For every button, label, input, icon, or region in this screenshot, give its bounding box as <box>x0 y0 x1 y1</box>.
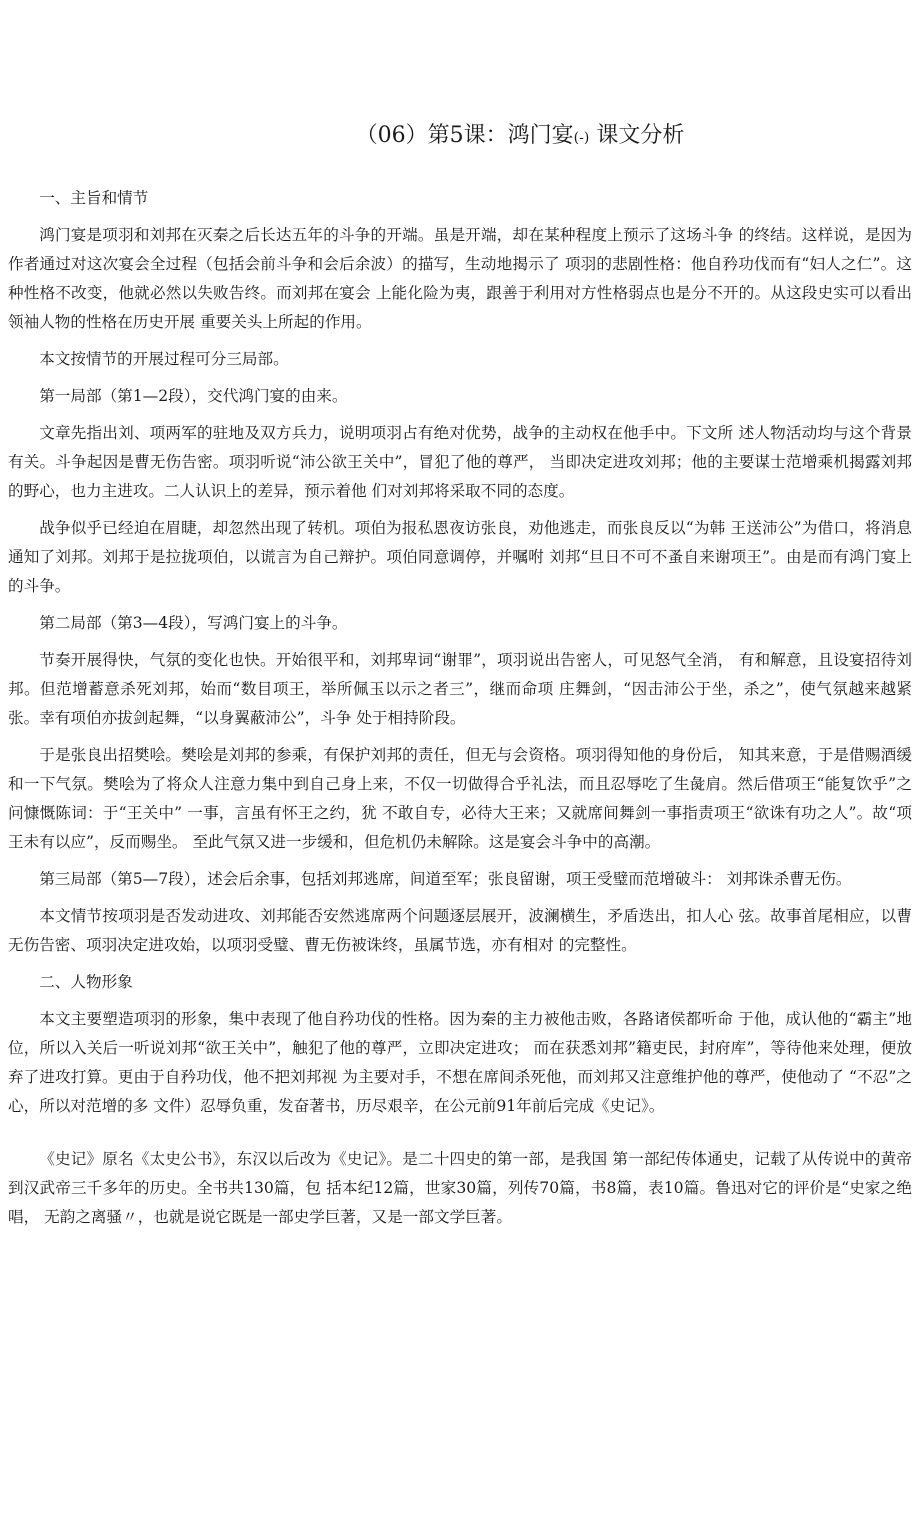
paragraph: 战争似乎已经迫在眉睫，却忽然出现了转机。项伯为报私恩夜访张良，劝他逃走，而张良反以“为韩 王送沛公”为借口，将消息通知了刘邦。刘邦于是拉拢项伯，以谎言为自己辩护。项伯同意调停，并嘱咐 刘邦“旦日不可不蚤自来谢项王”。由是而有鸿门宴上的斗争。 <box>8 519 912 595</box>
paragraph: 于是张良出招樊哙。樊哙是刘邦的参乘，有保护刘邦的责任，但无与会资格。项羽得知他的身份后， 知其来意，于是借赐酒缓和一下气氛。樊哙为了将众人注意力集中到自己身上来，不仅一切做得合乎礼法，而且忍辱吃了生彘肩。然后借项王“能复饮乎”之问慷慨陈词：于“王关中” 一事，言虽有怀王之约，犹 不敢自专，必待大王来；又就席间舞剑一事指责项王“欲诛有功之人”。故“项王未有以应”，反而赐坐。 至此气氛又进一步缓和，但危机仍未解除。这是宴会斗争中的高潮。 <box>8 746 912 851</box>
paragraph: 第二局部（第3—4段），写鸿门宴上的斗争。 <box>39 614 348 632</box>
paragraph: 本文主要塑造项羽的形象，集中表现了他自矜功伐的性格。因为秦的主力被他击败，各路诸侯都听命 于他，成认他的“霸主”地位，所以入关后一听说刘邦“欲王关中”，触犯了他的尊严，立即决定进攻； 而在获悉刘邦”籍吏民，封府库”，等待他来处理，便放弃了进攻打算。更由于自矜功伐，他不把刘邦视 为主要对手，不想在席间杀死他，而刘邦又注意维护他的尊严，使他动了 “不忍”之心，所以对范增的多 文件）忍辱负重，发奋著书，历尽艰辛，在公元前91年前后完成《史记》。 <box>8 1010 912 1115</box>
paragraph: 鸿门宴是项羽和刘邦在灭秦之后长达五年的斗争的开端。虽是开端，却在某种程度上预示了这场斗争 的终结。这样说，是因为作者通过对这次宴会全过程（包括会前斗争和会后余波）的描写，生动地揭示了 项羽的悲剧性格：他自矜功伐而有“妇人之仁”。这种性格不改变，他就必然以失败告终。而刘邦在宴会 上能化险为夷，跟善于利用对方性格弱点也是分不开的。从这段史实可以看出领袖人物的性格在历史开展 重要关头上所起的作用。 <box>8 226 912 331</box>
paragraph: 本文按情节的开展过程可分三局部。 <box>39 350 289 368</box>
document-title <box>0 120 920 154</box>
title-main: （06）第5课：鸿门宴 <box>355 123 574 148</box>
paragraph: 节奏开展得快，气氛的变化也快。开始很平和，刘邦卑词“谢罪”，项羽说出告密人，可见怒气全消， 有和解意，且设宴招待刘邦。但范增蓄意杀死刘邦，始而“数目项王，举所佩玉以示之者三”，继而命项 庄舞剑，“因击沛公于坐，杀之”，使气氛越来越紧张。幸有项伯亦拔剑起舞，“以身翼蔽沛公”，斗争 处于相持阶段。 <box>8 651 912 727</box>
paragraph: 第三局部（第5—7段），述会后余事，包括刘邦逃席，间道至军；张良留谢，项王受璧而范增破斗： 刘邦诛杀曹无伤。 <box>39 870 852 888</box>
note-paragraph: 《史记》原名《太史公书》，东汉以后改为《史记》。是二十四史的第一部，是我国 第一部纪传体通史，记载了从传说中的黄帝到汉武帝三千多年的历史。全书共130篇，包 括本纪12篇，世家30篇，列传70篇，书8篇，表10篇。鲁迅对它的评价是“史家之绝唱， 无韵之离骚〃，也就是说它既是一部史学巨著，又是一部文学巨著。 <box>8 1150 912 1226</box>
paragraph: 第一局部（第1—2段），交代鸿门宴的由来。 <box>39 387 348 405</box>
title-small: (-) <box>573 130 590 146</box>
section-heading: 二、人物形象 <box>39 973 133 991</box>
paragraph: 本文情节按项羽是否发动进攻、刘邦能否安然逃席两个问题逐层展开，波澜横生，矛盾迭出，扣人心 弦。故事首尾相应，以曹无伤告密、项羽决定进攻始，以项羽受璧、曹无伤被诛终，虽属节选，亦有相对 的完整性。 <box>8 907 912 954</box>
title-tail: 课文分析 <box>589 123 685 148</box>
paragraph: 文章先指出刘、项两军的驻地及双方兵力，说明项羽占有绝对优势，战争的主动权在他手中。下文所 述人物活动均与这个背景有关。斗争起因是曹无伤告密。项羽听说“沛公欲王关中”，冒犯了他的尊严， 当即决定进攻刘邦；他的主要谋士范增乘机揭露刘邦的野心，也力主进攻。二人认识上的差异，预示着他 们对刘邦将采取不同的态度。 <box>8 424 912 500</box>
section-heading: 一、主旨和情节 <box>39 189 149 207</box>
document-body <box>8 184 912 1232</box>
spacer <box>8 1129 912 1145</box>
